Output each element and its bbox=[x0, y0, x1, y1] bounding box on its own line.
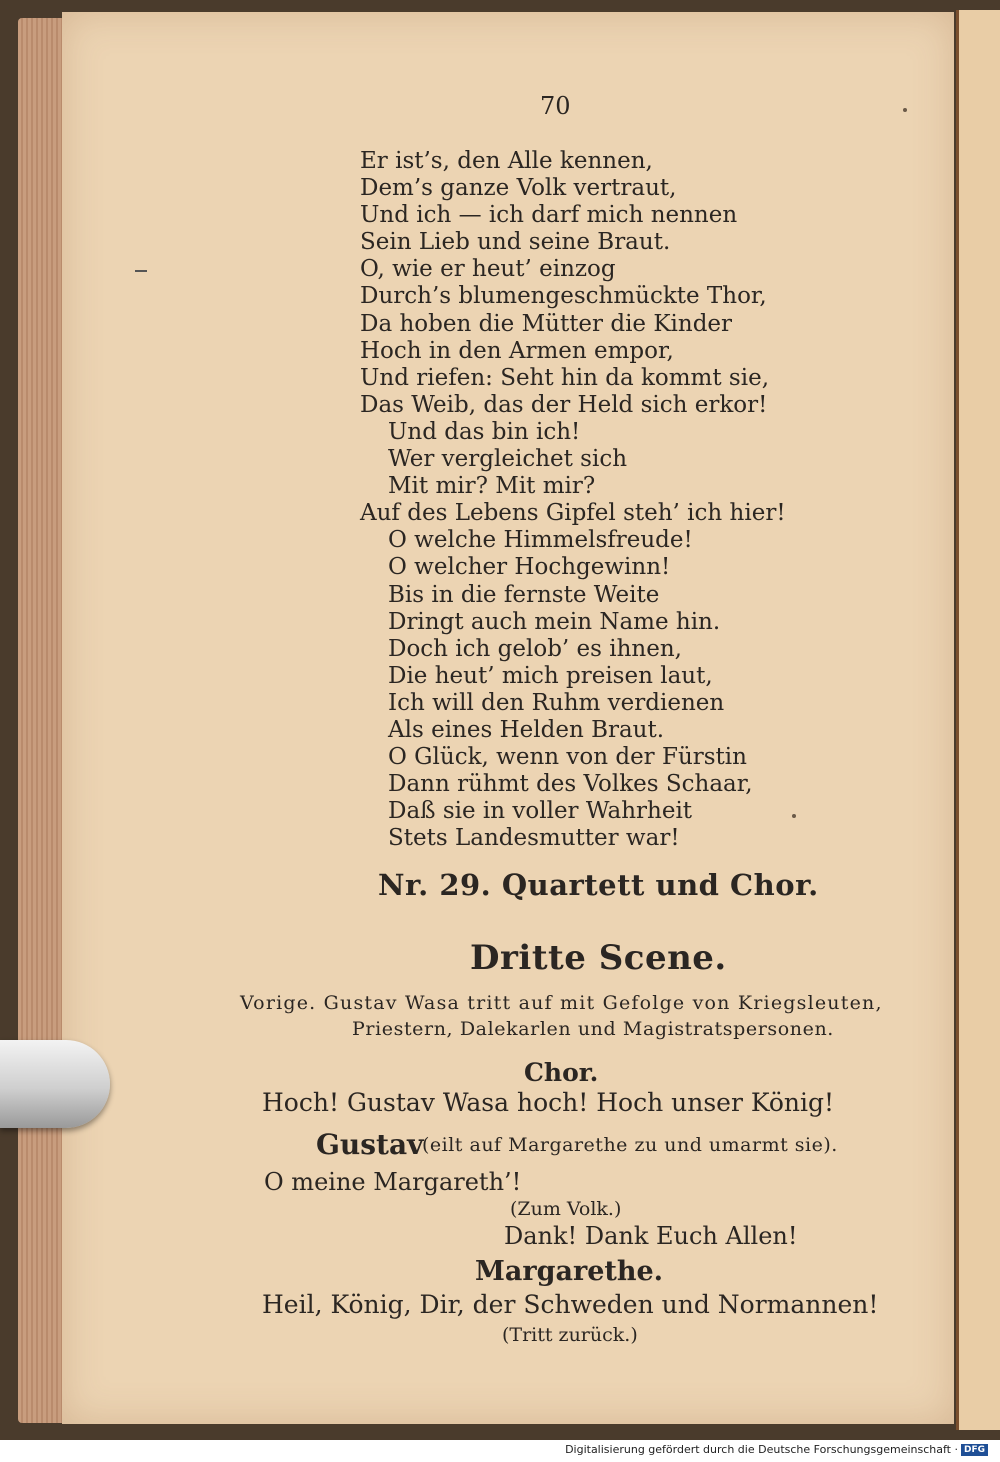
poem-line: Stets Landesmutter war! bbox=[388, 825, 680, 852]
poem-line: O welcher Hochgewinn! bbox=[388, 554, 671, 581]
poem-line: O, wie er heut’ einzog bbox=[360, 256, 616, 283]
margin-mark bbox=[135, 270, 147, 272]
page-clip bbox=[0, 1040, 110, 1128]
poem-line: Auf des Lebens Gipfel steh’ ich hier! bbox=[360, 500, 786, 527]
poem-line: Das Weib, das der Held sich erkor! bbox=[360, 391, 768, 418]
poem-line: Bis in die fernste Weite bbox=[388, 581, 660, 608]
speaker-gustav: Gustav bbox=[316, 1128, 424, 1161]
poem-line: Und ich — ich darf mich nennen bbox=[360, 202, 738, 229]
poem-line: Dringt auch mein Name hin. bbox=[388, 608, 721, 635]
poem-line: Und das bin ich! bbox=[388, 418, 581, 445]
poem-line: Er ist’s, den Alle kennen, bbox=[360, 148, 653, 174]
stage-direction: (Tritt zurück.) bbox=[502, 1324, 638, 1346]
poem-line: Daß sie in voller Wahrheit bbox=[388, 798, 693, 825]
speaker-margarethe: Margarethe. bbox=[475, 1256, 664, 1287]
poem-line: Ich will den Ruhm verdienen bbox=[388, 689, 725, 716]
paper-speck bbox=[792, 814, 796, 818]
dialogue-line: Hoch! Gustav Wasa hoch! Hoch unser König! bbox=[262, 1088, 835, 1117]
dfg-logo: DFG bbox=[961, 1444, 988, 1456]
scene-title: Dritte Scene. bbox=[470, 938, 727, 978]
poem-line: Doch ich gelob’ es ihnen, bbox=[388, 635, 682, 662]
paper-speck bbox=[903, 108, 907, 112]
poem-line: O welche Himmelsfreude! bbox=[388, 527, 693, 554]
poem-line: O Glück, wenn von der Fürstin bbox=[388, 744, 747, 771]
poem-line: Wer vergleichet sich bbox=[388, 446, 628, 473]
poem-line: Die heut’ mich preisen laut, bbox=[388, 662, 713, 689]
poem-line: Hoch in den Armen empor, bbox=[360, 337, 674, 364]
poem-line: Da hoben die Mütter die Kinder bbox=[360, 310, 733, 337]
poem-line: Dann rühmt des Volkes Schaar, bbox=[388, 771, 753, 798]
stage-direction: (eilt auf Margarethe zu und umarmt sie). bbox=[422, 1134, 838, 1156]
poem-line: Dem’s ganze Volk vertraut, bbox=[360, 175, 677, 202]
poem-line: Als eines Helden Braut. bbox=[388, 716, 665, 743]
stage-direction: Vorige. Gustav Wasa tritt auf mit Gefolge von Kriegsleuten, bbox=[240, 992, 883, 1014]
poem-text bbox=[360, 148, 786, 852]
poem-line: Durch’s blumengeschmückte Thor, bbox=[360, 283, 767, 310]
stage-direction: Priestern, Dalekarlen und Magistratspersonen. bbox=[352, 1018, 834, 1040]
poem-line: Sein Lieb und seine Braut. bbox=[360, 229, 671, 256]
stage-direction: (Zum Volk.) bbox=[510, 1198, 622, 1220]
number-title: Nr. 29. Quartett und Chor. bbox=[378, 868, 819, 902]
facing-page-edge bbox=[956, 10, 1000, 1430]
speaker-chor: Chor. bbox=[524, 1058, 599, 1087]
poem-line: Mit mir? Mit mir? bbox=[388, 473, 596, 500]
dialogue-line: Dank! Dank Euch Allen! bbox=[504, 1222, 798, 1250]
dialogue-line: O meine Margareth’! bbox=[264, 1168, 522, 1196]
dialogue-line: Heil, König, Dir, der Schweden und Normannen! bbox=[262, 1290, 879, 1319]
footer-credit-text: Digitalisierung gefördert durch die Deutsche Forschungsgemeinschaft · bbox=[565, 1443, 958, 1456]
poem-line: Und riefen: Seht hin da kommt sie, bbox=[360, 364, 770, 391]
footer-credit bbox=[565, 1443, 988, 1456]
page-number: 70 bbox=[540, 92, 571, 120]
